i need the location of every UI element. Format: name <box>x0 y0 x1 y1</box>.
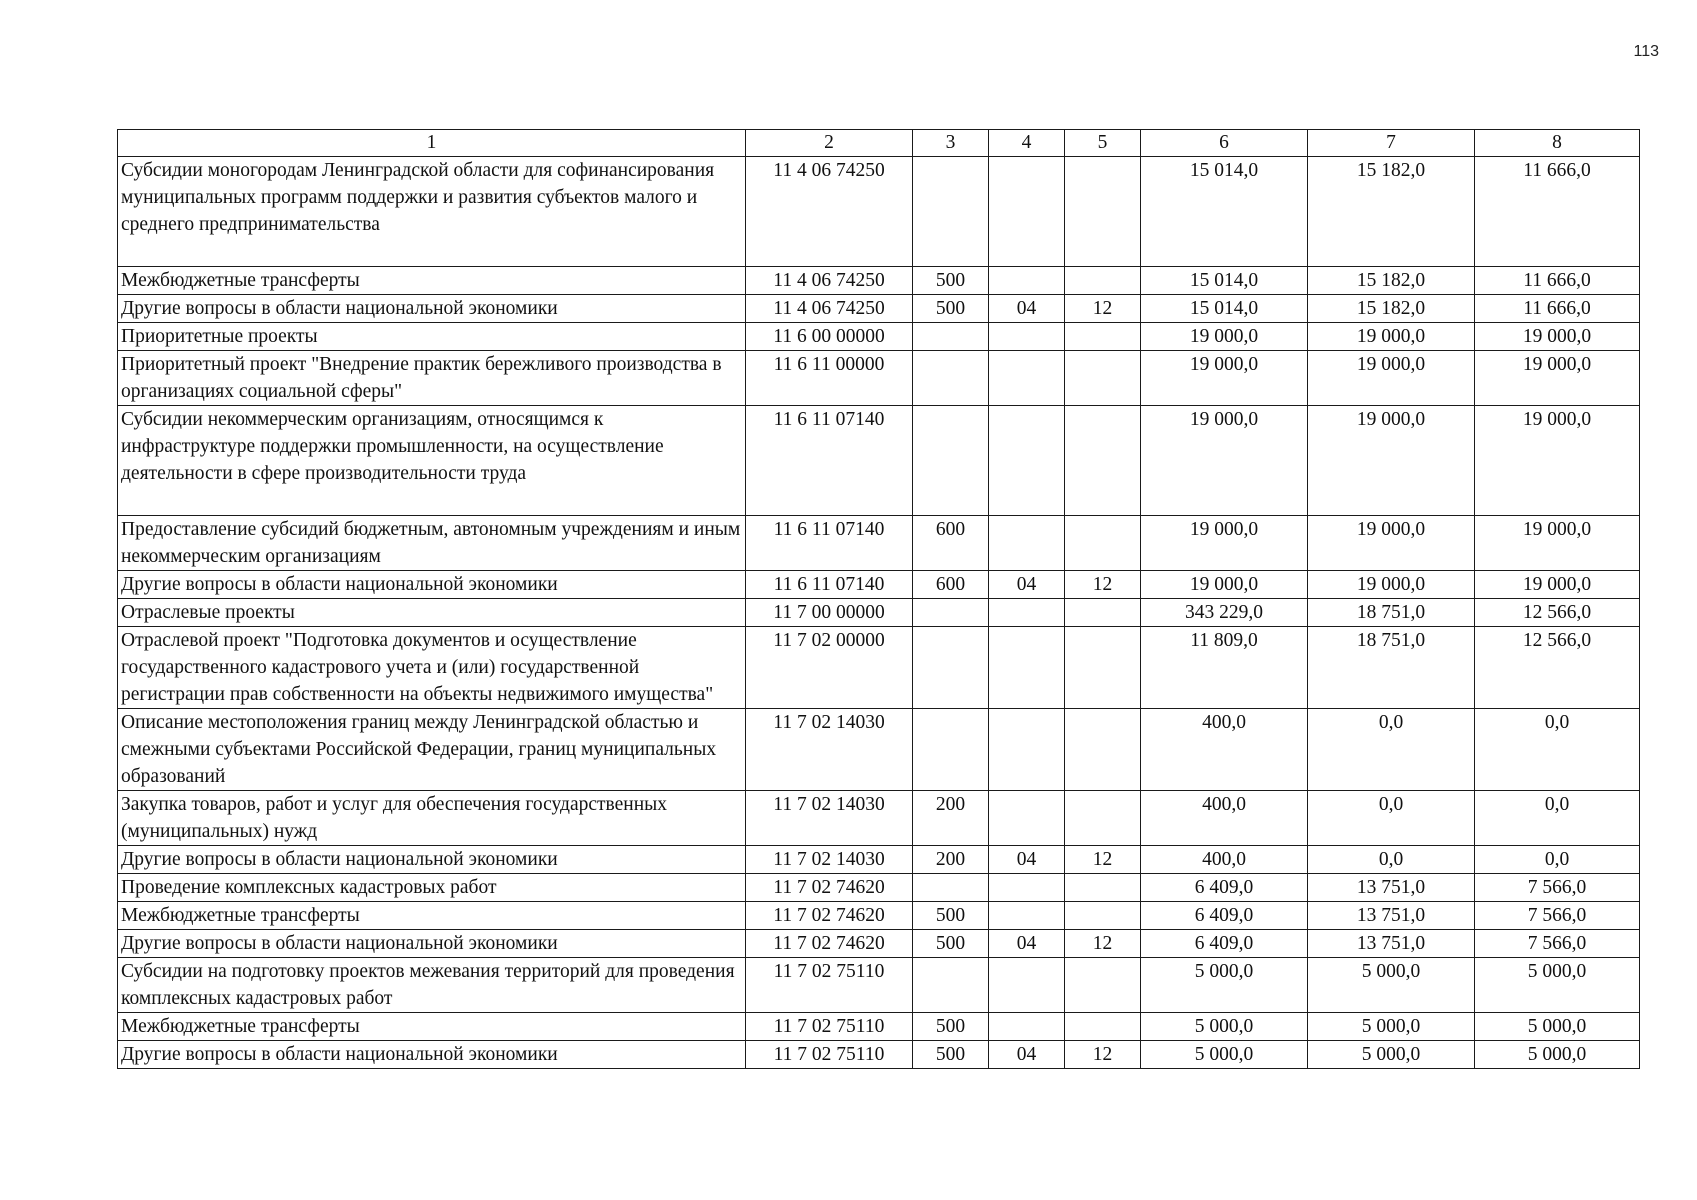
amount-col8: 12 566,0 <box>1475 627 1640 709</box>
amount-col8: 19 000,0 <box>1475 571 1640 599</box>
target-code: 11 7 02 14030 <box>746 846 913 874</box>
item-name: Закупка товаров, работ и услуг для обеспечения государственных (муниципальных) нужд <box>118 791 746 846</box>
section <box>989 267 1065 295</box>
amount-col7: 19 000,0 <box>1308 516 1475 571</box>
amount-col6: 400,0 <box>1141 709 1308 791</box>
expense-type: 500 <box>913 1013 989 1041</box>
section <box>989 1013 1065 1041</box>
subsection: 12 <box>1065 1041 1141 1069</box>
amount-col6: 6 409,0 <box>1141 874 1308 902</box>
target-code: 11 7 02 75110 <box>746 1013 913 1041</box>
section: 04 <box>989 295 1065 323</box>
item-name: Другие вопросы в области национальной экономики <box>118 846 746 874</box>
column-header: 4 <box>989 130 1065 157</box>
expense-type: 500 <box>913 267 989 295</box>
subsection <box>1065 406 1141 516</box>
target-code: 11 6 11 07140 <box>746 571 913 599</box>
expense-type: 500 <box>913 1041 989 1069</box>
target-code: 11 7 02 00000 <box>746 627 913 709</box>
column-header: 8 <box>1475 130 1640 157</box>
target-code: 11 7 02 14030 <box>746 791 913 846</box>
amount-col7: 19 000,0 <box>1308 571 1475 599</box>
subsection <box>1065 516 1141 571</box>
table-body <box>118 157 1640 1069</box>
table-row <box>118 874 1640 902</box>
section: 04 <box>989 571 1065 599</box>
amount-col8: 11 666,0 <box>1475 295 1640 323</box>
table-header <box>118 130 1640 157</box>
table-row <box>118 516 1640 571</box>
expense-type <box>913 958 989 1013</box>
amount-col8: 7 566,0 <box>1475 930 1640 958</box>
item-name: Межбюджетные трансферты <box>118 267 746 295</box>
column-header: 6 <box>1141 130 1308 157</box>
section: 04 <box>989 1041 1065 1069</box>
amount-col7: 0,0 <box>1308 791 1475 846</box>
subsection <box>1065 599 1141 627</box>
amount-col8: 12 566,0 <box>1475 599 1640 627</box>
subsection <box>1065 267 1141 295</box>
section <box>989 874 1065 902</box>
section <box>989 516 1065 571</box>
table-row <box>118 1013 1640 1041</box>
amount-col6: 5 000,0 <box>1141 958 1308 1013</box>
amount-col7: 18 751,0 <box>1308 599 1475 627</box>
expense-type: 500 <box>913 902 989 930</box>
amount-col7: 19 000,0 <box>1308 351 1475 406</box>
item-name: Другие вопросы в области национальной экономики <box>118 1041 746 1069</box>
target-code: 11 6 11 07140 <box>746 406 913 516</box>
subsection <box>1065 874 1141 902</box>
subsection: 12 <box>1065 846 1141 874</box>
target-code: 11 7 02 75110 <box>746 958 913 1013</box>
amount-col8: 19 000,0 <box>1475 323 1640 351</box>
amount-col6: 5 000,0 <box>1141 1013 1308 1041</box>
expense-type <box>913 323 989 351</box>
item-name: Субсидии некоммерческим организациям, относящимся к инфраструктуре поддержки промышленности, на осуществление деятельности в сфере производительности труда <box>118 406 746 516</box>
expense-type <box>913 599 989 627</box>
amount-col6: 19 000,0 <box>1141 571 1308 599</box>
amount-col8: 5 000,0 <box>1475 958 1640 1013</box>
page-number: 113 <box>1633 43 1659 60</box>
item-name: Другие вопросы в области национальной экономики <box>118 571 746 599</box>
amount-col6: 19 000,0 <box>1141 351 1308 406</box>
section <box>989 599 1065 627</box>
amount-col7: 0,0 <box>1308 709 1475 791</box>
amount-col8: 19 000,0 <box>1475 351 1640 406</box>
amount-col7: 13 751,0 <box>1308 902 1475 930</box>
table-row <box>118 157 1640 267</box>
amount-col7: 13 751,0 <box>1308 930 1475 958</box>
target-code: 11 7 02 74620 <box>746 874 913 902</box>
amount-col6: 19 000,0 <box>1141 516 1308 571</box>
item-name: Другие вопросы в области национальной экономики <box>118 930 746 958</box>
amount-col8: 19 000,0 <box>1475 516 1640 571</box>
amount-col6: 400,0 <box>1141 791 1308 846</box>
section <box>989 709 1065 791</box>
section: 04 <box>989 846 1065 874</box>
expense-type: 500 <box>913 295 989 323</box>
subsection <box>1065 791 1141 846</box>
amount-col6: 6 409,0 <box>1141 902 1308 930</box>
amount-col6: 400,0 <box>1141 846 1308 874</box>
item-name: Межбюджетные трансферты <box>118 902 746 930</box>
table-row <box>118 791 1640 846</box>
table-row <box>118 1041 1640 1069</box>
section <box>989 958 1065 1013</box>
column-header: 5 <box>1065 130 1141 157</box>
target-code: 11 7 02 75110 <box>746 1041 913 1069</box>
amount-col8: 11 666,0 <box>1475 157 1640 267</box>
table-row <box>118 958 1640 1013</box>
amount-col6: 15 014,0 <box>1141 157 1308 267</box>
section <box>989 157 1065 267</box>
target-code: 11 7 00 00000 <box>746 599 913 627</box>
expense-type: 600 <box>913 571 989 599</box>
amount-col7: 18 751,0 <box>1308 627 1475 709</box>
expense-type: 600 <box>913 516 989 571</box>
amount-col6: 6 409,0 <box>1141 930 1308 958</box>
expense-type: 200 <box>913 846 989 874</box>
section <box>989 627 1065 709</box>
table-row <box>118 627 1640 709</box>
amount-col6: 19 000,0 <box>1141 406 1308 516</box>
amount-col7: 5 000,0 <box>1308 1041 1475 1069</box>
item-name: Межбюджетные трансферты <box>118 1013 746 1041</box>
target-code: 11 6 11 00000 <box>746 351 913 406</box>
amount-col8: 7 566,0 <box>1475 874 1640 902</box>
table-row <box>118 902 1640 930</box>
section <box>989 791 1065 846</box>
item-name: Отраслевые проекты <box>118 599 746 627</box>
section: 04 <box>989 930 1065 958</box>
subsection <box>1065 627 1141 709</box>
table-row <box>118 406 1640 516</box>
section <box>989 406 1065 516</box>
subsection: 12 <box>1065 930 1141 958</box>
column-header: 2 <box>746 130 913 157</box>
table-row <box>118 846 1640 874</box>
table-row <box>118 351 1640 406</box>
amount-col7: 19 000,0 <box>1308 406 1475 516</box>
table-row <box>118 295 1640 323</box>
item-name: Проведение комплексных кадастровых работ <box>118 874 746 902</box>
amount-col7: 15 182,0 <box>1308 267 1475 295</box>
item-name: Описание местоположения границ между Ленинградской областью и смежными субъектами Российской Федерации, границ муниципальных образований <box>118 709 746 791</box>
target-code: 11 6 11 07140 <box>746 516 913 571</box>
amount-col6: 15 014,0 <box>1141 295 1308 323</box>
expense-type: 200 <box>913 791 989 846</box>
target-code: 11 7 02 14030 <box>746 709 913 791</box>
expense-type: 500 <box>913 930 989 958</box>
target-code: 11 4 06 74250 <box>746 267 913 295</box>
subsection <box>1065 323 1141 351</box>
subsection <box>1065 902 1141 930</box>
amount-col7: 15 182,0 <box>1308 157 1475 267</box>
amount-col8: 5 000,0 <box>1475 1041 1640 1069</box>
column-header: 3 <box>913 130 989 157</box>
expense-type <box>913 627 989 709</box>
section <box>989 351 1065 406</box>
amount-col7: 0,0 <box>1308 846 1475 874</box>
budget-table <box>117 129 1640 1069</box>
table-row <box>118 599 1640 627</box>
item-name: Другие вопросы в области национальной экономики <box>118 295 746 323</box>
table-row <box>118 267 1640 295</box>
amount-col6: 15 014,0 <box>1141 267 1308 295</box>
header-row <box>118 130 1640 157</box>
table-row <box>118 930 1640 958</box>
subsection: 12 <box>1065 295 1141 323</box>
table-row <box>118 323 1640 351</box>
column-header: 1 <box>118 130 746 157</box>
expense-type <box>913 709 989 791</box>
amount-col6: 11 809,0 <box>1141 627 1308 709</box>
item-name: Отраслевой проект "Подготовка документов и осуществление государственного кадастрового учета и (или) государственной регистрации прав собственности на объекты недвижимого имущества" <box>118 627 746 709</box>
subsection: 12 <box>1065 571 1141 599</box>
expense-type <box>913 406 989 516</box>
amount-col8: 5 000,0 <box>1475 1013 1640 1041</box>
item-name: Субсидии на подготовку проектов межевания территорий для проведения комплексных кадастровых работ <box>118 958 746 1013</box>
item-name: Приоритетные проекты <box>118 323 746 351</box>
subsection <box>1065 1013 1141 1041</box>
amount-col7: 15 182,0 <box>1308 295 1475 323</box>
target-code: 11 4 06 74250 <box>746 157 913 267</box>
amount-col7: 5 000,0 <box>1308 958 1475 1013</box>
amount-col7: 5 000,0 <box>1308 1013 1475 1041</box>
expense-type <box>913 157 989 267</box>
target-code: 11 7 02 74620 <box>746 930 913 958</box>
amount-col6: 19 000,0 <box>1141 323 1308 351</box>
target-code: 11 6 00 00000 <box>746 323 913 351</box>
amount-col7: 13 751,0 <box>1308 874 1475 902</box>
section <box>989 323 1065 351</box>
amount-col7: 19 000,0 <box>1308 323 1475 351</box>
amount-col8: 0,0 <box>1475 709 1640 791</box>
amount-col8: 19 000,0 <box>1475 406 1640 516</box>
amount-col8: 0,0 <box>1475 791 1640 846</box>
column-header: 7 <box>1308 130 1475 157</box>
item-name: Приоритетный проект "Внедрение практик бережливого производства в организациях социальной сферы" <box>118 351 746 406</box>
subsection <box>1065 958 1141 1013</box>
table-row <box>118 571 1640 599</box>
item-name: Предоставление субсидий бюджетным, автономным учреждениям и иным некоммерческим организациям <box>118 516 746 571</box>
table-row <box>118 709 1640 791</box>
amount-col6: 5 000,0 <box>1141 1041 1308 1069</box>
expense-type <box>913 351 989 406</box>
target-code: 11 7 02 74620 <box>746 902 913 930</box>
amount-col6: 343 229,0 <box>1141 599 1308 627</box>
amount-col8: 7 566,0 <box>1475 902 1640 930</box>
amount-col8: 0,0 <box>1475 846 1640 874</box>
target-code: 11 4 06 74250 <box>746 295 913 323</box>
subsection <box>1065 709 1141 791</box>
expense-type <box>913 874 989 902</box>
amount-col8: 11 666,0 <box>1475 267 1640 295</box>
section <box>989 902 1065 930</box>
item-name: Субсидии моногородам Ленинградской области для софинансирования муниципальных программ поддержки и развития субъектов малого и среднего предпринимательства <box>118 157 746 267</box>
subsection <box>1065 157 1141 267</box>
subsection <box>1065 351 1141 406</box>
